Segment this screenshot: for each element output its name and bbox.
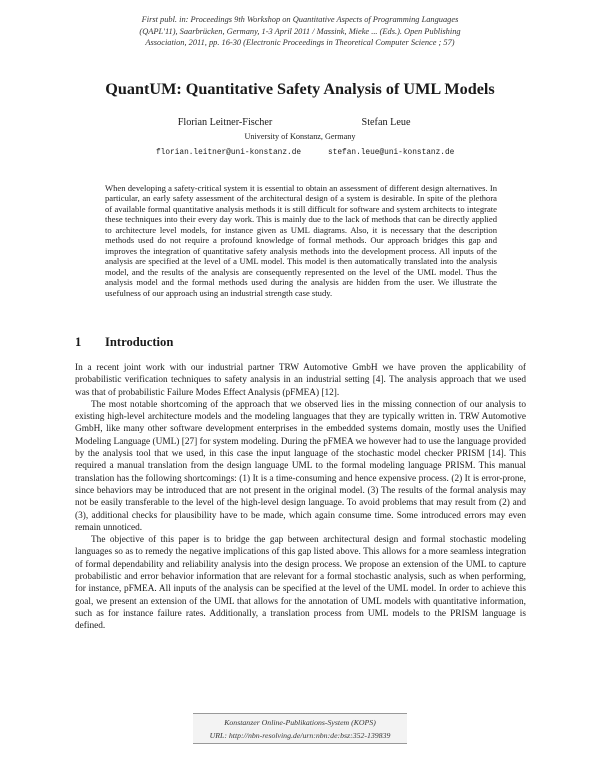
affiliation: University of Konstanz, Germany [244, 132, 356, 141]
paragraph-1: In a recent joint work with our industrial partner TRW Automotive GmbH we have proven the applicability of probabilistic verification techniques to safety analysis in an industrial setting [4]. The analysis approach that we used was that of probabilistic Failure Modes Effect Analysis (pFMEA) [12]. [75, 363, 526, 398]
footer-repository-name: Konstanzer Online-Publikations-System (KOPS) [224, 718, 376, 727]
abstract: When developing a safety-critical system it is essential to obtain an assessment of different design alternatives. In particular, an early safety assessment of the architectural design of a system is desirable. In spite of the plethora of available formal quantitative analysis methods it is still difficult for software and system architects to integrate these techniques into their every day work. This is mainly due to the lack of methods that can be directly applied to architecture level models, for instance given as UML diagrams. Also, it is necessary that the description methods used do not require a profound knowledge of formal methods. Our approach bridges this gap and improves the integration of quantitative safety analysis methods into the development process. All inputs of the analysis are specified at the level of a UML model. This model is then automatically translated into the analysis model, and the results of the analysis are consequently represented on the level of the UML model. Thus the analysis model and the formal methods used during the analysis are hidden from the user. We illustrate the usefulness of our approach using an industrial strength case study. [105, 183, 497, 298]
repository-footer [193, 713, 407, 744]
publication-note [120, 14, 480, 49]
publication-note-line: Association, 2011, pp. 16-30 (Electronic Proceedings in Theoretical Computer Science ; 57) [145, 38, 455, 47]
author-1 [140, 116, 310, 130]
section-number: 1 [75, 335, 82, 349]
publication-note-line: (QAPL'11), Saarbrücken, Germany, 1-3 April 2011 / Massink, Mieke ... (Eds.). Open Publishing [139, 26, 461, 36]
author-block [0, 116, 600, 176]
footer-url[interactable]: URL: http://nbn-resolving.de/urn:nbn:de:bsz:352-139839 [209, 731, 391, 740]
section-heading [75, 335, 173, 350]
publication-note-line: First publ. in: Proceedings 9th Workshop on Quantitative Aspects of Programming Languages [141, 15, 459, 24]
author-2-email: stefan.leue@uni-konstanz.de [328, 149, 455, 157]
paper-title: QuantUM: Quantitative Safety Analysis of UML Models [105, 80, 495, 98]
author-1-name: Florian Leitner-Fischer [177, 117, 273, 128]
author-1-email: florian.leitner@uni-konstanz.de [156, 149, 302, 157]
author-2 [336, 116, 436, 130]
body-text [75, 362, 526, 633]
author-2-name: Stefan Leue [361, 117, 411, 128]
paragraph-3: The objective of this paper is to bridge the gap between architectural design and formal stochastic modeling languages so as to remedy the negative implications of this gap listed above. This allows for a more seamless integration of formal dependability and reliability analysis into the design process. We propose an extension of the UML to capture probabilistic and error behavior information that are relevant for a formal stochastic analysis, such as when performing, for instance, pFMEA. All inputs of the analysis can be specified at the level of the UML model. In order to achieve this goal, we present an extension of the UML that allows for the annotation of UML models with quantitative information, such as for instance failure rates. Additionally, a translation process from UML models to the PRISM language is defined. [75, 535, 526, 632]
paragraph-2: The most notable shortcoming of the approach that we observed lies in the missing connection of our analysis to existing high-level architecture models and the modeling languages that they are typically written in. TRW Automotive GmbH, like many other software development enterprises in the embedded systems domain, mostly uses the Unified Modeling Language (UML) [27] for system modeling. During the pFMEA we however had to use the language provided by the analysis tool that we used, in this case the input language of the stochastic model checker PRISM [14]. This required a manual translation from the design language UML to the formal modeling language PRISM. This manual translation has the following shortcomings: (1) It is a time-consuming and hence expensive process. (2) It is error-prone, since behaviors may be introduced that are not present in the original model. (3) The results of the formal analysis may not be easily transferable to the level of the high-level design language. To avoid problems that may result from (2) and (3), additional checks for plausibility have to be made, which again consume time. Some introduced errors may even remain unnoticed. [75, 399, 526, 533]
section-title: Introduction [105, 335, 174, 349]
